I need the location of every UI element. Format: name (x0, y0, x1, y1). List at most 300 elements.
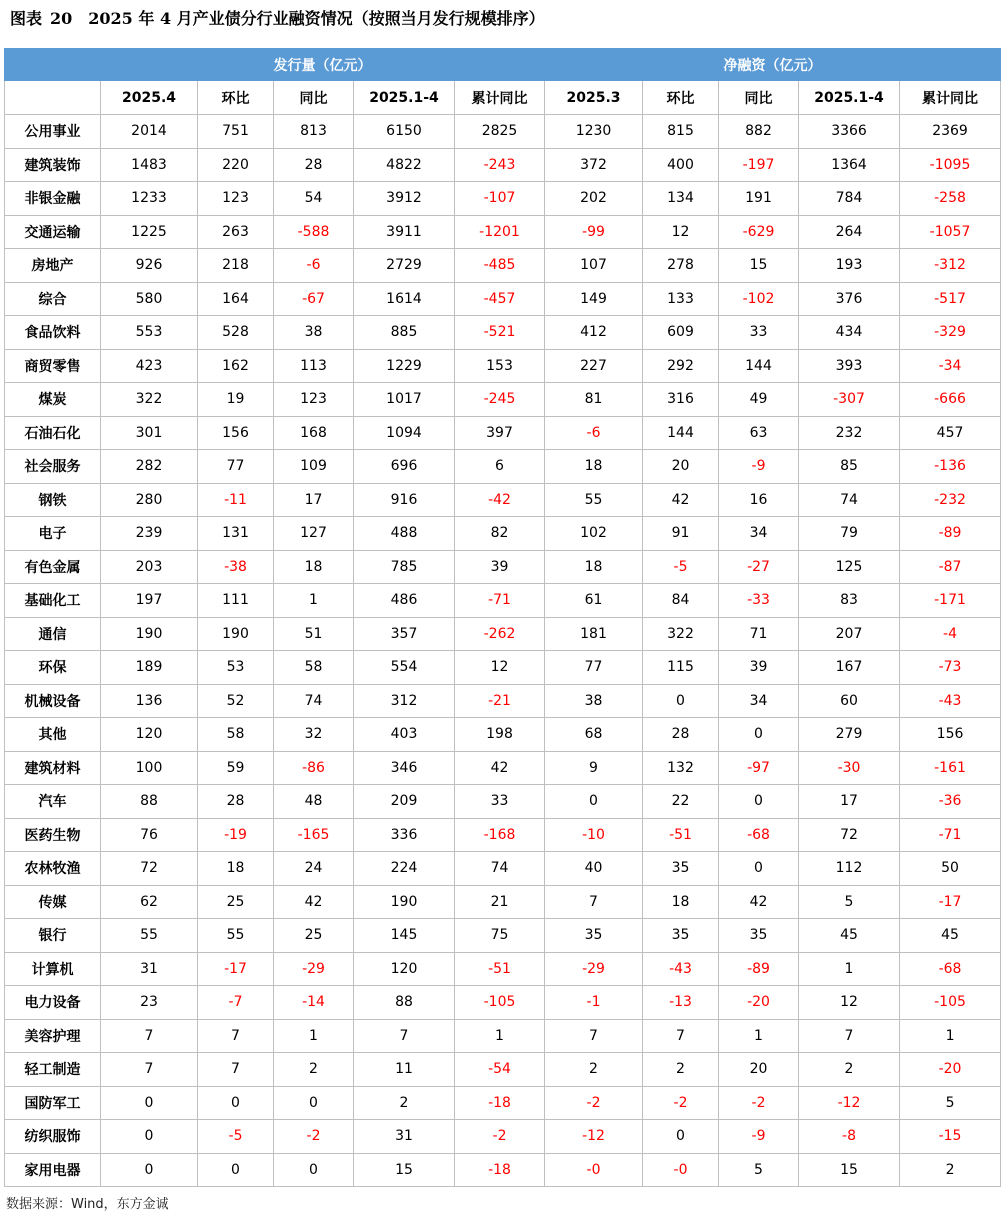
value-cell: -87 (900, 550, 1001, 584)
value-cell: 11 (354, 1053, 455, 1087)
table-row (5, 718, 1001, 752)
value-cell: 1 (799, 952, 900, 986)
value-cell: 21 (455, 885, 545, 919)
value-cell: -67 (274, 282, 354, 316)
value-cell: 127 (274, 517, 354, 551)
table-row (5, 115, 1001, 149)
value-cell: 346 (354, 751, 455, 785)
value-cell: 189 (101, 651, 198, 685)
value-cell: -21 (455, 684, 545, 718)
industry-name-cell: 环保 (5, 651, 101, 685)
group-header-row (5, 49, 1001, 81)
value-cell: 40 (545, 852, 643, 886)
table-row (5, 952, 1001, 986)
value-cell: 486 (354, 584, 455, 618)
value-cell: -51 (643, 818, 719, 852)
table-row (5, 1086, 1001, 1120)
value-cell: 12 (799, 986, 900, 1020)
value-cell: 7 (643, 1019, 719, 1053)
value-cell: -34 (900, 349, 1001, 383)
value-cell: 167 (799, 651, 900, 685)
figure-number: 20 (50, 9, 73, 28)
value-cell: -105 (455, 986, 545, 1020)
table-row (5, 182, 1001, 216)
value-cell: 3911 (354, 215, 455, 249)
value-cell: -629 (719, 215, 799, 249)
table-row (5, 416, 1001, 450)
industry-name-cell: 建筑材料 (5, 751, 101, 785)
industry-name-cell: 建筑装饰 (5, 148, 101, 182)
value-cell: 149 (545, 282, 643, 316)
table-row (5, 450, 1001, 484)
value-cell: -307 (799, 383, 900, 417)
value-cell: 696 (354, 450, 455, 484)
value-cell: -17 (900, 885, 1001, 919)
value-cell: -457 (455, 282, 545, 316)
value-cell: 39 (455, 550, 545, 584)
value-cell: 9 (545, 751, 643, 785)
value-cell: -521 (455, 316, 545, 350)
value-cell: 403 (354, 718, 455, 752)
industry-name-cell: 美容护理 (5, 1019, 101, 1053)
table-row (5, 651, 1001, 685)
value-cell: -5 (643, 550, 719, 584)
value-cell: 81 (545, 383, 643, 417)
industry-name-cell: 国防军工 (5, 1086, 101, 1120)
value-cell: 168 (274, 416, 354, 450)
value-cell: 885 (354, 316, 455, 350)
value-cell: -312 (900, 249, 1001, 283)
value-cell: 153 (455, 349, 545, 383)
value-cell: -2 (643, 1086, 719, 1120)
column-header: 2025.1-4 (354, 81, 455, 115)
value-cell: -232 (900, 483, 1001, 517)
value-cell: 58 (198, 718, 274, 752)
industry-name-cell: 商贸零售 (5, 349, 101, 383)
industry-name-cell: 石油石化 (5, 416, 101, 450)
value-cell: 207 (799, 617, 900, 651)
value-cell: -51 (455, 952, 545, 986)
value-cell: 239 (101, 517, 198, 551)
value-cell: 45 (900, 919, 1001, 953)
source-note: 数据来源：Wind，东方金诚 (6, 1197, 169, 1212)
value-cell: 1483 (101, 148, 198, 182)
group-header-issuance: 发行量（亿元） (101, 49, 545, 81)
value-cell: -7 (198, 986, 274, 1020)
value-cell: 164 (198, 282, 274, 316)
value-cell: -33 (719, 584, 799, 618)
value-cell: 72 (101, 852, 198, 886)
industry-name-cell: 机械设备 (5, 684, 101, 718)
value-cell: 88 (101, 785, 198, 819)
value-cell: 6 (455, 450, 545, 484)
table-row (5, 818, 1001, 852)
value-cell: 131 (198, 517, 274, 551)
value-cell: 397 (455, 416, 545, 450)
value-cell: -8 (799, 1120, 900, 1154)
value-cell: 488 (354, 517, 455, 551)
value-cell: 2729 (354, 249, 455, 283)
value-cell: 1 (274, 584, 354, 618)
value-cell: -68 (900, 952, 1001, 986)
value-cell: 2 (643, 1053, 719, 1087)
value-cell: -9 (719, 1120, 799, 1154)
value-cell: 218 (198, 249, 274, 283)
value-cell: -11 (198, 483, 274, 517)
column-header: 累计同比 (900, 81, 1001, 115)
value-cell: 393 (799, 349, 900, 383)
value-cell: 12 (643, 215, 719, 249)
value-cell: -4 (900, 617, 1001, 651)
value-cell: 55 (198, 919, 274, 953)
value-cell: 35 (643, 919, 719, 953)
value-cell: -588 (274, 215, 354, 249)
value-cell: 125 (799, 550, 900, 584)
value-cell: 100 (101, 751, 198, 785)
value-cell: 18 (274, 550, 354, 584)
value-cell: 123 (198, 182, 274, 216)
group-header-blank (5, 49, 101, 81)
value-cell: -329 (900, 316, 1001, 350)
industry-name-cell: 通信 (5, 617, 101, 651)
value-cell: 1017 (354, 383, 455, 417)
industry-name-cell: 食品饮料 (5, 316, 101, 350)
industry-name-cell: 传媒 (5, 885, 101, 919)
value-cell: -89 (719, 952, 799, 986)
value-cell: 15 (354, 1153, 455, 1187)
value-cell: 1614 (354, 282, 455, 316)
value-cell: 279 (799, 718, 900, 752)
value-cell: 312 (354, 684, 455, 718)
industry-name-cell: 社会服务 (5, 450, 101, 484)
value-cell: 85 (799, 450, 900, 484)
column-header: 2025.1-4 (799, 81, 900, 115)
value-cell: -245 (455, 383, 545, 417)
value-cell: 292 (643, 349, 719, 383)
value-cell: 2 (799, 1053, 900, 1087)
value-cell: 3366 (799, 115, 900, 149)
value-cell: 74 (455, 852, 545, 886)
value-cell: -258 (900, 182, 1001, 216)
figure-caption: 2025 年 4 月产业债分行业融资情况（按照当月发行规模排序） (88, 9, 545, 28)
value-cell: 209 (354, 785, 455, 819)
value-cell: 15 (719, 249, 799, 283)
table-row (5, 1153, 1001, 1187)
value-cell: 5 (900, 1086, 1001, 1120)
value-cell: 134 (643, 182, 719, 216)
table-row (5, 517, 1001, 551)
value-cell: 33 (455, 785, 545, 819)
value-cell: 18 (545, 450, 643, 484)
value-cell: 35 (545, 919, 643, 953)
value-cell: -171 (900, 584, 1001, 618)
value-cell: -14 (274, 986, 354, 1020)
value-cell: 220 (198, 148, 274, 182)
value-cell: 28 (274, 148, 354, 182)
value-cell: 82 (455, 517, 545, 551)
industry-name-cell: 交通运输 (5, 215, 101, 249)
value-cell: 7 (101, 1019, 198, 1053)
table-row (5, 349, 1001, 383)
value-cell: -13 (643, 986, 719, 1020)
value-cell: 38 (545, 684, 643, 718)
value-cell: -6 (274, 249, 354, 283)
value-cell: 28 (643, 718, 719, 752)
value-cell: 34 (719, 684, 799, 718)
value-cell: 5 (799, 885, 900, 919)
value-cell: 3912 (354, 182, 455, 216)
industry-name-cell: 房地产 (5, 249, 101, 283)
value-cell: -197 (719, 148, 799, 182)
value-cell: 400 (643, 148, 719, 182)
value-cell: -6 (545, 416, 643, 450)
value-cell: -42 (455, 483, 545, 517)
value-cell: 34 (719, 517, 799, 551)
value-cell: -38 (198, 550, 274, 584)
value-cell: 112 (799, 852, 900, 886)
value-cell: -43 (900, 684, 1001, 718)
value-cell: 162 (198, 349, 274, 383)
value-cell: 202 (545, 182, 643, 216)
value-cell: 109 (274, 450, 354, 484)
value-cell: 2825 (455, 115, 545, 149)
value-cell: 79 (799, 517, 900, 551)
industry-name-cell: 非银金融 (5, 182, 101, 216)
value-cell: 554 (354, 651, 455, 685)
industry-name-cell: 纺织服饰 (5, 1120, 101, 1154)
table-row (5, 684, 1001, 718)
value-cell: 28 (198, 785, 274, 819)
value-cell: 232 (799, 416, 900, 450)
table-row (5, 383, 1001, 417)
value-cell: 113 (274, 349, 354, 383)
value-cell: -71 (900, 818, 1001, 852)
industry-name-cell: 电力设备 (5, 986, 101, 1020)
figure-title (10, 6, 545, 32)
value-cell: 1229 (354, 349, 455, 383)
value-cell: -517 (900, 282, 1001, 316)
industry-name-cell: 家用电器 (5, 1153, 101, 1187)
value-cell: 2014 (101, 115, 198, 149)
table-row (5, 483, 1001, 517)
value-cell: -0 (545, 1153, 643, 1187)
value-cell: 23 (101, 986, 198, 1020)
value-cell: 815 (643, 115, 719, 149)
value-cell: 1 (900, 1019, 1001, 1053)
value-cell: 25 (198, 885, 274, 919)
industry-name-cell: 医药生物 (5, 818, 101, 852)
value-cell: 18 (643, 885, 719, 919)
value-cell: 53 (198, 651, 274, 685)
value-cell: 115 (643, 651, 719, 685)
column-header: 2025.3 (545, 81, 643, 115)
value-cell: 35 (643, 852, 719, 886)
table-row (5, 986, 1001, 1020)
value-cell: 55 (545, 483, 643, 517)
group-header-net-financing: 净融资（亿元） (545, 49, 1001, 81)
value-cell: 7 (101, 1053, 198, 1087)
industry-name-cell: 计算机 (5, 952, 101, 986)
value-cell: 1225 (101, 215, 198, 249)
table-row (5, 249, 1001, 283)
value-cell: 4822 (354, 148, 455, 182)
value-cell: 39 (719, 651, 799, 685)
value-cell: 15 (799, 1153, 900, 1187)
value-cell: -105 (900, 986, 1001, 1020)
value-cell: 144 (719, 349, 799, 383)
value-cell: 2 (274, 1053, 354, 1087)
value-cell: -5 (198, 1120, 274, 1154)
value-cell: 203 (101, 550, 198, 584)
value-cell: -19 (198, 818, 274, 852)
value-cell: 191 (719, 182, 799, 216)
value-cell: -20 (719, 986, 799, 1020)
value-cell: 120 (354, 952, 455, 986)
column-header: 2025.4 (101, 81, 198, 115)
value-cell: 58 (274, 651, 354, 685)
value-cell: -262 (455, 617, 545, 651)
value-cell: 102 (545, 517, 643, 551)
value-cell: 18 (198, 852, 274, 886)
value-cell: 18 (545, 550, 643, 584)
value-cell: 59 (198, 751, 274, 785)
value-cell: 17 (799, 785, 900, 819)
value-cell: 926 (101, 249, 198, 283)
value-cell: 38 (274, 316, 354, 350)
value-cell: -73 (900, 651, 1001, 685)
value-cell: 33 (719, 316, 799, 350)
value-cell: -2 (545, 1086, 643, 1120)
value-cell: 77 (198, 450, 274, 484)
value-cell: 19 (198, 383, 274, 417)
value-cell: -27 (719, 550, 799, 584)
value-cell: -18 (455, 1086, 545, 1120)
value-cell: 111 (198, 584, 274, 618)
value-cell: 45 (799, 919, 900, 953)
value-cell: 6150 (354, 115, 455, 149)
value-cell: 0 (719, 718, 799, 752)
value-cell: 316 (643, 383, 719, 417)
value-cell: -9 (719, 450, 799, 484)
value-cell: -12 (799, 1086, 900, 1120)
value-cell: 2 (545, 1053, 643, 1087)
value-cell: 77 (545, 651, 643, 685)
value-cell: 0 (719, 852, 799, 886)
value-cell: -18 (455, 1153, 545, 1187)
value-cell: 32 (274, 718, 354, 752)
table-row (5, 148, 1001, 182)
value-cell: 0 (198, 1153, 274, 1187)
table-row (5, 584, 1001, 618)
value-cell: 264 (799, 215, 900, 249)
table-row (5, 852, 1001, 886)
table-body (5, 115, 1001, 1187)
industry-name-cell: 轻工制造 (5, 1053, 101, 1087)
value-cell: 71 (719, 617, 799, 651)
value-cell: 24 (274, 852, 354, 886)
value-cell: -2 (455, 1120, 545, 1154)
value-cell: -15 (900, 1120, 1001, 1154)
column-header: 环比 (643, 81, 719, 115)
value-cell: -666 (900, 383, 1001, 417)
value-cell: -102 (719, 282, 799, 316)
value-cell: 52 (198, 684, 274, 718)
value-cell: 136 (101, 684, 198, 718)
table-row (5, 751, 1001, 785)
value-cell: -99 (545, 215, 643, 249)
value-cell: 1233 (101, 182, 198, 216)
value-cell: -1057 (900, 215, 1001, 249)
table-row (5, 1019, 1001, 1053)
value-cell: 0 (643, 684, 719, 718)
value-cell: 42 (719, 885, 799, 919)
value-cell: 20 (643, 450, 719, 484)
table-row (5, 1053, 1001, 1087)
table-row (5, 316, 1001, 350)
value-cell: 25 (274, 919, 354, 953)
value-cell: 181 (545, 617, 643, 651)
value-cell: 156 (900, 718, 1001, 752)
value-cell: 72 (799, 818, 900, 852)
value-cell: -43 (643, 952, 719, 986)
value-cell: 91 (643, 517, 719, 551)
value-cell: 0 (198, 1086, 274, 1120)
value-cell: 0 (101, 1153, 198, 1187)
value-cell: 2 (354, 1086, 455, 1120)
value-cell: -97 (719, 751, 799, 785)
industry-name-cell: 汽车 (5, 785, 101, 819)
value-cell: 5 (719, 1153, 799, 1187)
value-cell: 74 (274, 684, 354, 718)
value-cell: 457 (900, 416, 1001, 450)
table-row (5, 617, 1001, 651)
value-cell: 74 (799, 483, 900, 517)
value-cell: 2 (900, 1153, 1001, 1187)
value-cell: 145 (354, 919, 455, 953)
value-cell: 107 (545, 249, 643, 283)
column-header: 累计同比 (455, 81, 545, 115)
value-cell: 60 (799, 684, 900, 718)
value-cell: 280 (101, 483, 198, 517)
industry-name-cell: 煤炭 (5, 383, 101, 417)
value-cell: 88 (354, 986, 455, 1020)
value-cell: -2 (274, 1120, 354, 1154)
value-cell: 7 (545, 1019, 643, 1053)
value-cell: 263 (198, 215, 274, 249)
table-row (5, 282, 1001, 316)
value-cell: 198 (455, 718, 545, 752)
value-cell: -168 (455, 818, 545, 852)
value-cell: 31 (354, 1120, 455, 1154)
value-cell: -36 (900, 785, 1001, 819)
industry-name-cell: 银行 (5, 919, 101, 953)
value-cell: 528 (198, 316, 274, 350)
value-cell: 7 (354, 1019, 455, 1053)
value-cell: 62 (101, 885, 198, 919)
value-cell: 580 (101, 282, 198, 316)
value-cell: 68 (545, 718, 643, 752)
value-cell: 0 (274, 1153, 354, 1187)
table-row (5, 550, 1001, 584)
column-header: 同比 (719, 81, 799, 115)
column-header: 同比 (274, 81, 354, 115)
value-cell: 7 (198, 1019, 274, 1053)
value-cell: -1201 (455, 215, 545, 249)
value-cell: 1 (455, 1019, 545, 1053)
value-cell: -107 (455, 182, 545, 216)
value-cell: 227 (545, 349, 643, 383)
value-cell: 132 (643, 751, 719, 785)
